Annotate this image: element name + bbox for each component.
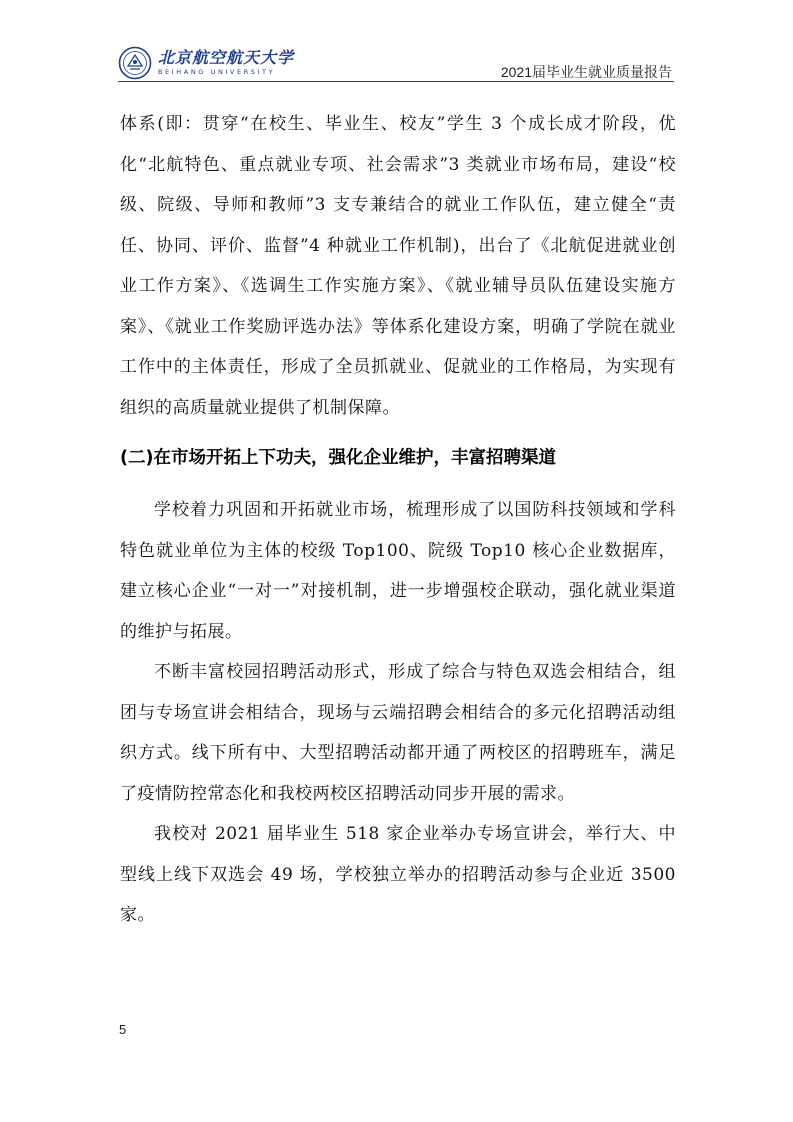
paragraph-recruitment-forms: 不断丰富校园招聘活动形式，形成了综合与特色双选会相结合，组团与专场宣讲会相结合，现场与云端招聘会相结合的多元化招聘活动组织方式。线下所有中、大型招聘活动都开通了两校区的招聘班车，满足了疫情防控常态化和我校两校区招聘活动同步开展的需求。: [120, 662, 676, 804]
university-name-en: BEIHANG UNIVERSITY: [158, 68, 276, 77]
page-header: [118, 42, 674, 82]
report-title: 2021届毕业生就业质量报告: [500, 64, 672, 80]
paragraph-employment-system: 体系(即：贯穿“在校生、毕业生、校友”学生 3 个成长成才阶段，优化“北航特色、重点就业专项、社会需求”3 类就业市场布局，建设“校级、院级、导师和教师”3 支专兼结合的就业工作队伍，建立健全“责任、协同、评价、监督”4 种就业工作机制)，出台了《北航促进就业创业工作方案》、《选调生工作实施方案》、《就业辅导员队伍建设实施方案》、《就业工作奖励评选办法》等体系化建设方案，明确了学院在就业工作中的主体责任，形成了全员抓就业、促就业的工作格局，为实现有组织的高质量就业提供了机制保障。: [120, 114, 676, 418]
page-content: [120, 104, 676, 936]
university-seal-icon: [118, 46, 152, 80]
header-divider: [118, 81, 674, 82]
university-name-cn: 北京航空航天大学: [158, 48, 295, 68]
page-number: 5: [119, 1022, 127, 1037]
paragraph-market-expansion: 学校着力巩固和开拓就业市场，梳理形成了以国防科技领域和学科特色就业单位为主体的校级 Top100、院级 Top10 核心企业数据库，建立核心企业“一对一”对接机制，进一步增强校企联动，强化就业渠道的维护与拓展。: [120, 500, 676, 642]
paragraph-recruitment-stats: 我校对 2021 届毕业生 518 家企业举办专场宣讲会，举行大、中型线上线下双选会 49 场，学校独立举办的招聘活动参与企业近 3500 家。: [120, 824, 676, 925]
section-heading-market-expansion: (二)在市场开拓上下功夫，强化企业维护，丰富招聘渠道: [120, 448, 556, 468]
university-logo: [118, 46, 294, 80]
